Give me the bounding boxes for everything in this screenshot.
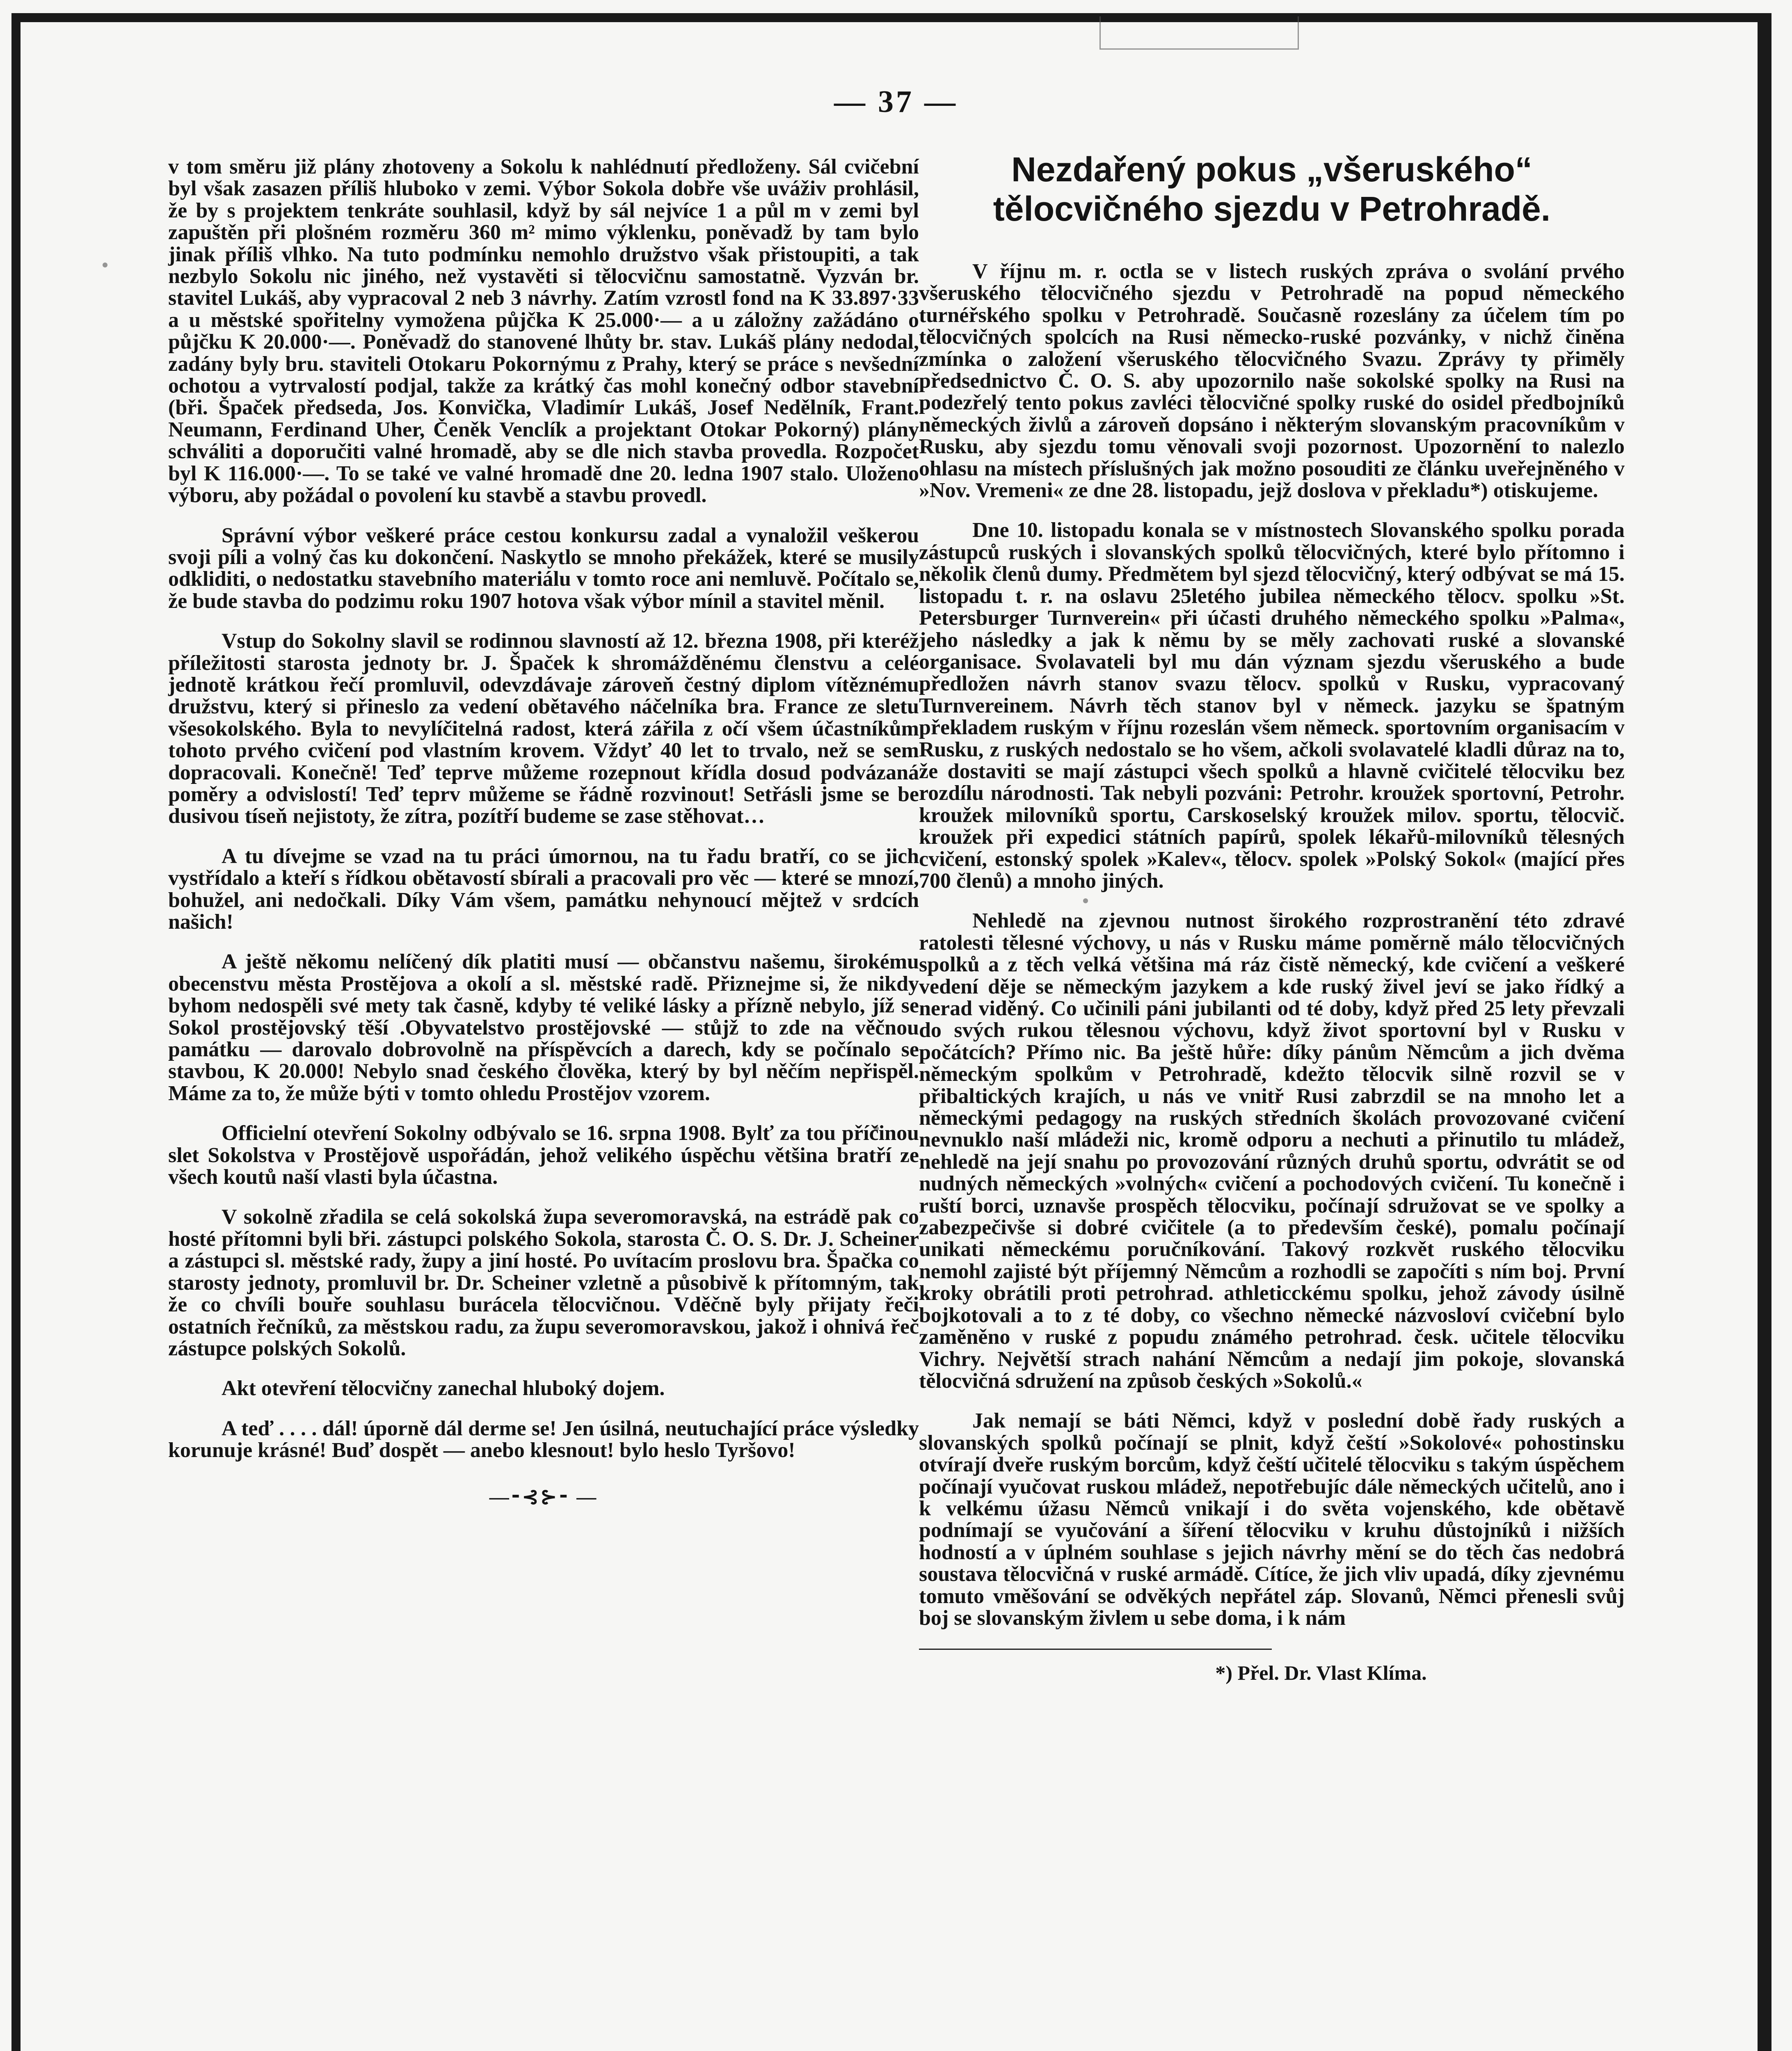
paragraph: V říjnu m. r. octla se v listech ruských zpráva o svolání prvého všeruského tělocvičného sjezdu v Petrohradě na popud německého turnéřského spolku v Petrohradě. Současně rozeslány za účelem tím po tělocvičných spolcích na Rusi německo-ruské pozvánky, v nichž činěna zmínka o založení všeruského tělocvičného Svazu. Zprávy ty přiměly předsednictvo Č. O. S. aby upozornilo naše sokolské spolky na Rusi na podezřelý tento pokus zavléci tělocvičné spolky ruské do osidel předbojníků německých živlů a zároveň dopsáno i některým slovanským pracovníkům v Rusku, aby sjezdu tomu věnovali svoji pozornost. Upozornění to nalezlo ohlasu na místech příslušných jak možno posouditi ze článku uveřejněného v »Nov. Vremeni« ze dne 28. listopadu, jejž doslova v překladu*) otiskujeme. bbox=[919, 260, 1625, 502]
footnote: *) Přel. Dr. Vlast Klíma. bbox=[1215, 1661, 1427, 1685]
paragraph: Akt otevření tělocvičny zanechal hluboký dojem. bbox=[222, 1377, 665, 1400]
section-ornament: —⁃⊰⊱⁃ — bbox=[489, 1486, 598, 1508]
ink-speck bbox=[103, 263, 107, 267]
paragraph: V sokolně zřadila se celá sokolská župa severomoravská, na estrádě pak co hosté přítomni byli bři. zástupci polského Sokola, starosta Č. O. S. Dr. J. Scheiner a zástupci sl. městské rady, župy a jiní hosté. Po uvítacím proslovu bra. Špačka co starosty jednoty, promluvil br. Dr. Scheiner vzletně a působivě k přítomným, tak že co chvíli bouře souhlasu burácela tělocvičnou. Vděčně byly přijaty řeči ostatních řečníků, za městskou radu, za župu severomoravskou, jakož i ohnivá řeč zástupce polských Sokolů. bbox=[168, 1205, 919, 1360]
paragraph: Správní výbor veškeré práce cestou konkursu zadal a vynaložil veškerou svoji píli a volný čas ku dokončení. Naskytlo se mnoho překážek, které se musily odkliditi, o nedostatku stavebního materiálu v tomto roce ani nemluvě. Počítalo se, že bude stavba do podzimu roku 1907 hotova však výbor mínil a stavitel měnil. bbox=[168, 523, 919, 613]
footnote-divider bbox=[919, 1649, 1272, 1650]
paragraph: v tom směru již plány zhotoveny a Sokolu k nahlédnutí předloženy. Sál cvičební byl však zasazen příliš hluboko v zemi. Výbor Sokola dobře vše uváživ prohlásil, že by s projektem tenkráte souhlasil, když by sál nejvíce 1 a půl m v zemi byl zapuštěn při plošném rozměru 360 m² mimo výklenku, poněvadž by tam bylo jinak příliš vlhko. Na tuto podmínku nemohlo družstvo však přistoupiti, a tak nezbylo Sokolu nic jiného, než vystavěti si tělocvičnu samostatně. Vyzván br. stavitel Lukáš, aby vypracoval 2 neb 3 návrhy. Zatím vzrostl fond na K 33.897·33 a u městské spořitelny vymožena půjčka K 25.000·— a u záložny zažádáno o půjčku K 20.000·—. Poněvadž do stanovené lhůty br. stav. Lukáš plány nedodal, zadány byly bru. staviteli Otokaru Pokornýmu z Prahy, který se práce s nevšední ochotou a vytrvalostí podjal, takže za krátký čas mohl konečný odbor stavební (bři. Špaček předseda, Jos. Konvička, Vladimír Lukáš, Josef Nedělník, Frant. Neumann, Ferdinand Uher, Čeněk Venclík a projektant Otokar Pokorný) plány schváliti a doporučiti valné hromadě, aby se dle nich stavba provedla. Rozpočet byl K 116.000·—. To se také ve valné hromadě dne 20. ledna 1907 stalo. Uloženo výboru, aby požádal o povolení ku stavbě a stavbu provedl. bbox=[168, 155, 919, 507]
right-column bbox=[919, 150, 1625, 1684]
paragraph: Nehledě na zjevnou nutnost širokého rozprostranění této zdravé ratolesti tělesné výchovy, u nás v Rusku máme poměrně málo tělocvičných spolků a z těch velká většina má ráz čistě německý, kde cvičení a veškeré vedení děje se německým jazykem a kde ruský živel jeví se jako řídký a nerad viděný. Co učinili páni jubilanti od té doby, když před 25 lety převzali do svých rukou tělesnou výchovu, když život sportovní byl v Rusku v počátcích? Přímo nic. Ba ještě hůře: díky pánům Němcům a jich dvěma německým spolkům v Petrohradě, kdežto tělocvik silně rozvil se v přibaltických krajích, u nás ve vnitř Rusi zabrzdil se na mnoho let a německými pedagogy na ruských středních školách provozované cvičení nevnuklo naší mládeži nic, kromě odporu a nechuti a přinutilo tu mládež, nehledě na její snahu po provozování různých druhů sportu, odvrátit se od nudných německých »volných« cvičení a pochodových cvičení. Tu konečně i ruští borci, uznavše prospěch tělocviku, počínají sdružovat se ve spolky a zabezpečivše si dobré cvičitele (a to především české), pomalu počínají unikati německému poručníkování. Takový rozkvět ruského tělocviku nemohl zajisté být příjemný Němcům a rozhodli se započíti s ním boj. První kroky obrátili proti petrohrad. athleticckému spolku, jehož závody úsilně bojkotovali a to z té doby, co všechno německé názvosloví cvičební bylo zaměněno v ruské z popudu známého petrohrad. česk. učitele tělocviku Vichry. Největší strach nahání Němcům a nedají jim pokoje, slovanská tělocvičná sdružení na způsob českých »Sokolů.« bbox=[919, 909, 1625, 1393]
torn-paper-scrap bbox=[1099, 16, 1299, 50]
paragraph: Vstup do Sokolny slavil se rodinnou slavností až 12. března 1908, při kteréž příležitosti starosta jednoty br. J. Špaček k shromážděnému členstvu a celé jednotě krátkou řečí promluvil, odevzdávaje zároveň čestný diplom vítěznému družstvu, který si přineslo za vedení obětavého náčelníka bra. France ze sletu všesokolského. Byla to nevylíčitelná radost, která zářila z očí všem účastníkům tohoto prvého cvičení pod vlastním krovem. Vždyť 40 let to trvalo, než se sem dopracovali. Konečně! Teď teprve můžeme rozepnout křídla dosud podvázaná poměry a odvislostí! Teď teprv můžeme se řádně rozvinout! Setřásli jsme se be dusivou tíseň nejistoty, že zítra, pozítří budeme se zase stěhovat… bbox=[168, 629, 919, 828]
paragraph: A ještě někomu nelíčený dík platiti musí — občanstvu našemu, širokému obecenstvu města Prostějova a okolí a sl. městské radě. Přiznejme si, že nikdy byhom nedospěli své mety tak časně, kdyby té veliké lásky a přízně nebylo, jíž se Sokol prostějovský těší .Obyvatelstvo prostějovské — stůjž to zde na věčnou památku — darovalo dobrovolně na příspěvcích a darech, kdy se počínalo se stavbou, K 20.000! Nebylo snad českého člověka, který by byl něčím nepřispěl. Máme za to, že může býti v tomto ohledu Prostějov vzorem. bbox=[168, 950, 919, 1105]
article-headline: Nezdařený pokus „všeruského“ tělocvičného sjezdu v Petrohradě. bbox=[993, 150, 1551, 228]
left-column bbox=[168, 156, 919, 1508]
paragraph: A teď . . . . dál! úporně dál derme se! Jen úsilná, neutuchající práce výsledky korunuje krásné! Buď dospět — anebo klesnout! bylo heslo Tyršovo! bbox=[168, 1416, 919, 1462]
paragraph: Jak nemají se báti Němci, když v poslední době řady ruských a slovanských spolků počínají se plnit, když čeští »Sokolové« pohostinsku otvírají dveře ruským borcům, když čeští učitelé tělocviku s takým úspěchem počínají vyučovat ruskou mládež, nepotřebujíc dále německých učitelů, ano i k velkému úžasu Němců vnikají i do světa vojenského, kde obětavě podnímají se vyučování a šíření tělocviku v kruhu důstojníků i nižších hodností a v úplném souhlase s jejich návrhy mění se do těch čas nedobrá soustava tělocvičná v ruské armádě. Cítíce, že jich vliv upadá, díky zjevnému tomuto vměšování se odvěkých nepřátel záp. Slovanů, Němci přenesli svůj boj se slovanským živlem u sebe doma, i k nám bbox=[919, 1409, 1625, 1630]
paragraph: Dne 10. listopadu konala se v místnostech Slovanského spolku porada zástupců ruských i slovanských spolků tělocvičných, které bylo přítomno i několik členů dumy. Předmětem byl sjezd tělocvičný, který odbývat se má 15. listopadu t. r. na oslavu 25letého jubilea německého tělocv. spolku »St. Petersburger Turnverein« při účasti druhého německého spolku »Palma«, jeho následky a jak k němu by se měly zachovati ruské a slovanské organisace. Svolavateli byl mu dán význam sjezdu všeruského a bude předložen návrh stanov svazu tělocv. spolků v Rusku, vypracovaný Turnvereinem. Návrh těch stanov byl v německ. jazyku se špatným překladem ruským v říjnu rozeslán všem německ. sportovním organisacím v Rusku, z ruských nedostalo se ho všem, ačkoli svolavatelé kladli důraz na to, že dostaviti se mají zástupci všech spolků a hlavně cvičitelé tělocviku bez rozdílu národnosti. Tak nebyli pozváni: Petrohr. kroužek sportovní, Petrohr. kroužek milovníků sportu, Carskoselský kroužek milov. sportu, tělocvič. kroužek při expedici státních papírů, spolek lékařů-milovníků tělesných cvičení, estonský spolek »Kalev«, tělocv. spolek »Polský Sokol« (mající přes 700 členů) a mnoho jiných. bbox=[919, 518, 1625, 893]
paragraph: Officielní otevření Sokolny odbývalo se 16. srpna 1908. Bylť za tou příčinou slet Sokolstva v Prostějově uspořádán, jehož velikého úspěchu většina bratří ze všech koutů naší vlasti byla účastna. bbox=[168, 1121, 919, 1189]
page-number: — 37 — bbox=[834, 85, 958, 119]
paragraph: A tu dívejme se vzad na tu práci úmornou, na tu řadu bratří, co se jich vystřídalo a kteří s řídkou obětavostí sbírali a pracovali pro věc — které se mnozí, bohužel, ani nedočkali. Díky Vám všem, památku nehynoucí mějtež v srdcích našich! bbox=[168, 844, 919, 934]
